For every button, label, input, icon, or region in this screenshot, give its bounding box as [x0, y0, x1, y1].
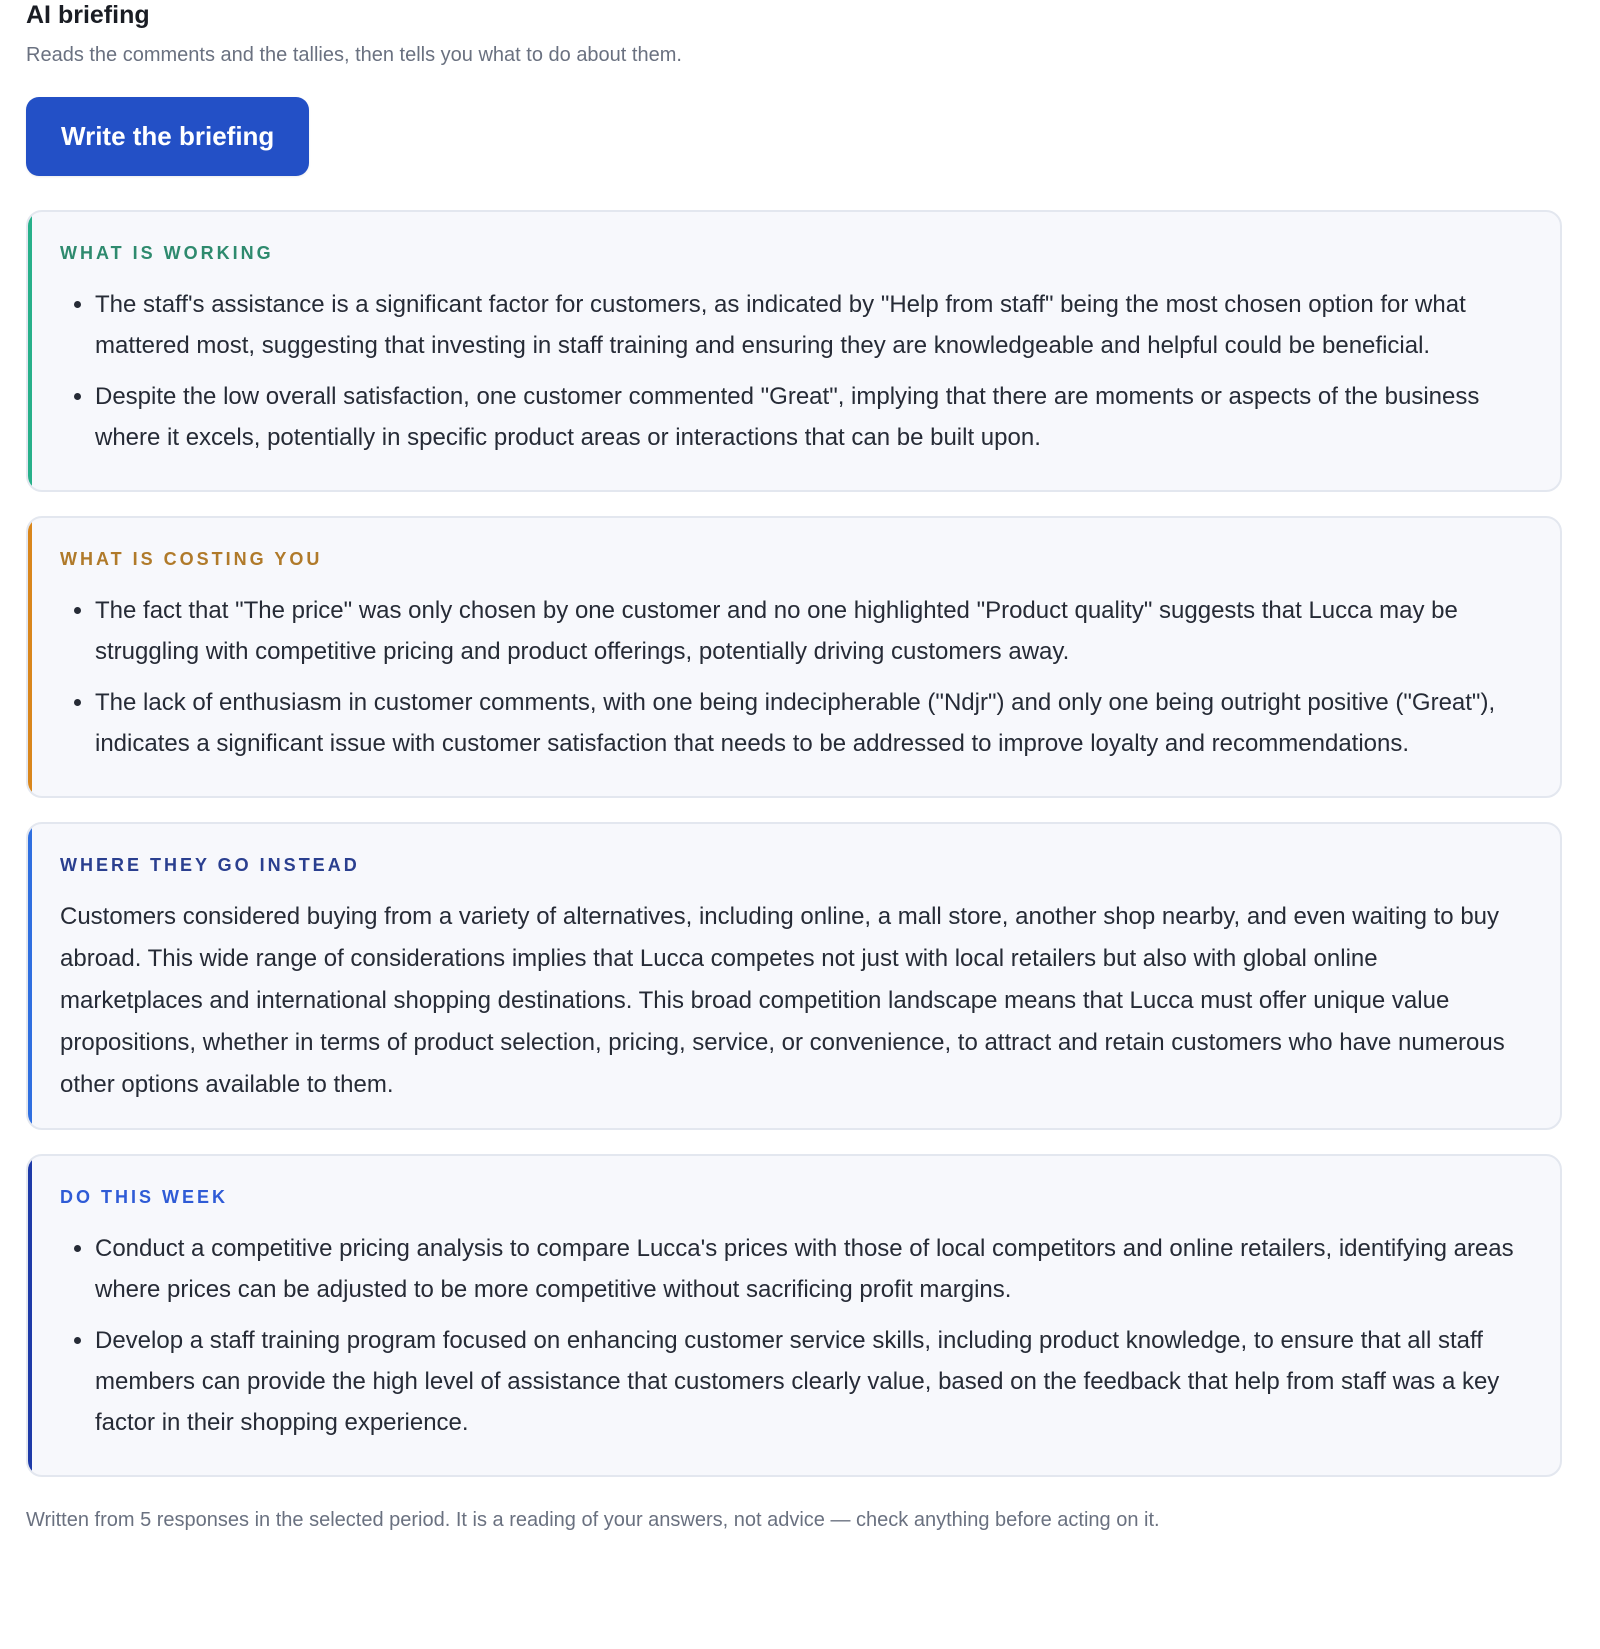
- week-list: [60, 1228, 1524, 1443]
- list-item: • Conduct a competitive pricing analysis to compare Lucca's prices with those of local competitors and online retailers, identifying areas where prices can be adjusted to be more competitive without sacrificing profit margins.: [95, 1228, 1524, 1310]
- list-item: • The fact that "The price" was only chosen by one customer and no one highlighted "Product quality" suggests that Lucca may be struggling with competitive pricing and product offerings, potentially driving customers away.: [95, 590, 1524, 672]
- page-title: AI briefing: [26, 1, 150, 29]
- section-what-is-working: [26, 210, 1562, 492]
- section-heading-week: DO THIS WEEK: [60, 1187, 229, 1207]
- footnote: Written from 5 responses in the selected period. It is a reading of your answers, not advice — check anything before acting on it.: [26, 1509, 1160, 1531]
- section-heading-working: WHAT IS WORKING: [60, 243, 274, 263]
- section-do-this-week: [26, 1154, 1562, 1477]
- section-where-they-go-instead: [26, 822, 1562, 1130]
- page-subtitle: Reads the comments and the tallies, then tells you what to do about them.: [26, 44, 682, 66]
- list-item: • Develop a staff training program focused on enhancing customer service skills, including product knowledge, to ensure that all staff members can provide the high level of assistance that customers clearly value, based on the feedback that help from staff was a key factor in their shopping experience.: [95, 1320, 1524, 1443]
- write-briefing-button[interactable]: Write the briefing: [26, 97, 309, 176]
- list-item: • Despite the low overall satisfaction, one customer commented "Great", implying that there are moments or aspects of the business where it excels, potentially in specific product areas or interactions that can be built upon.: [95, 376, 1524, 458]
- list-item: • The staff's assistance is a significant factor for customers, as indicated by "Help from staff" being the most chosen option for what mattered most, suggesting that investing in staff training and ensuring they are knowledgeable and helpful could be beneficial.: [95, 284, 1524, 366]
- section-heading-costing: WHAT IS COSTING YOU: [60, 549, 323, 569]
- section-what-is-costing-you: [26, 516, 1562, 798]
- list-item: • The lack of enthusiasm in customer comments, with one being indecipherable ("Ndjr") and only one being outright positive ("Great"), indicates a significant issue with customer satisfaction that needs to be addressed to improve loyalty and recommendations.: [95, 682, 1524, 764]
- costing-list: [60, 590, 1524, 764]
- section-heading-instead: WHERE THEY GO INSTEAD: [60, 855, 360, 875]
- working-list: [60, 284, 1524, 458]
- instead-paragraph: Customers considered buying from a variety of alternatives, including online, a mall store, another shop nearby, and even waiting to buy abroad. This wide range of considerations implies that Lucca competes not just with local retailers but also with global online marketplaces and international shopping destinations. This broad competition landscape means that Lucca must offer unique value propositions, whether in terms of product selection, pricing, service, or convenience, to attract and retain customers who have numerous other options available to them.: [60, 903, 1505, 1098]
